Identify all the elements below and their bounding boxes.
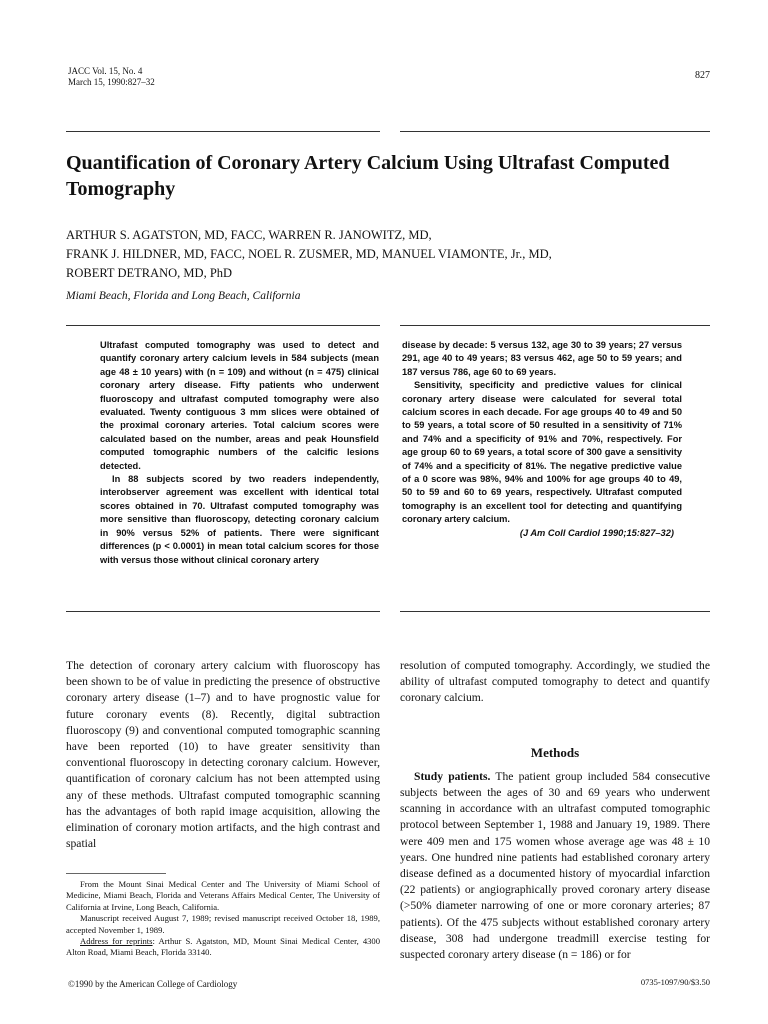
reprints-label: Address for reprints (80, 936, 153, 947)
footnote-rule (66, 873, 166, 874)
body-left-column (66, 658, 380, 852)
body-right-column (400, 658, 710, 963)
abstract-paragraph: Ultrafast computed tomography was used to detect and quantify coronary artery calcium levels in 584 subjects (mean age 48 ± 10 years) with (n = 109) and without (n = 475) clinical coronary artery disease. Fifty patients who underwent fluoroscopy and ultrafast computed tomography were also evaluated. Twenty contiguous 3 mm slices were obtained of the proximal coronary arteries. Total calcium scores were calculated based on the number, areas and peak Hounsfield computed tomographic numbers of the calcific lesions detected. (100, 340, 379, 471)
journal-citation (68, 66, 155, 88)
footnote-manuscript: Manuscript received August 7, 1989; revised manuscript received October 18, 1989, accepted November 1, 1989. (66, 913, 380, 935)
reprints-text: : Arthur S. Agatston, MD, Mount Sinai Medical Center, 4300 Alton Road, Miami Beach, Florida 33140. (66, 936, 381, 958)
abstract-rule-top-left (66, 325, 380, 326)
author-list (66, 226, 716, 283)
abstract-paragraph: Sensitivity, specificity and predictive values for clinical coronary artery disease were calculated for several total calcium scores in each decade. For age groups 40 to 49 and 50 to 59 years, a total score of 50 resulted in a sensitivity of 71% and 74% and a specificity of 91% and 70%, respectively. For age group 60 to 69 years, a total score of 300 gave a sensitivity of 74% and a specificity of 81%. The negative predictive value of a 0 score was 98%, 94% and 100% for age groups 40 to 49, 50 to 59 and 60 to 69 years, respectively. Ultrafast computed tomography is an excellent tool for detecting and quantifying coronary artery calcium. (402, 380, 682, 525)
header-rule-left (66, 131, 380, 132)
header-rule-right (400, 131, 710, 132)
abstract-left-column (100, 339, 379, 567)
methods-heading: Methods (530, 744, 580, 760)
study-patients-text: The patient group included 584 consecutive subjects between the ages of 30 and 69 years who underwent scanning in accordance with an ultrafast computed tomographic protocol between September 1, 1988 and January 19, 1989. There were 409 men and 175 women whose average age was 48 ± 10 years. One hundred nine patients had established coronary artery disease defined as a documented history of myocardial infarction (22 patients) or angiographically proved coronary artery disease (>50% diameter narrowing of one or more coronary arteries; 87 patients). Of the 475 subjects without established coronary artery disease, 308 had undergone treadmill exercise testing for suspected coronary artery disease (n = 186) or for (400, 769, 710, 962)
author-line: ROBERT DETRANO, MD, PhD (66, 266, 233, 280)
study-patients-paragraph (400, 769, 710, 963)
abstract-rule-bottom-right (400, 611, 710, 612)
abstract-rule-top-right (400, 325, 710, 326)
abstract-right-column (402, 339, 682, 540)
footnote-affiliation: From the Mount Sinai Medical Center and The University of Miami School of Medicine, Miami Beach, Florida and Veterans Affairs Medical Center, The University of California at Irvine, Long Beach, California. (66, 879, 380, 912)
copyright-notice: ©1990 by the American College of Cardiology (68, 979, 238, 989)
journal-volume: JACC Vol. 15, No. 4 (68, 66, 143, 76)
footnote-reprints (66, 936, 380, 959)
affiliation: Miami Beach, Florida and Long Beach, California (66, 290, 301, 302)
article-title: Quantification of Coronary Artery Calcium Using Ultrafast Computed Tomography (66, 152, 670, 200)
intro-continued: resolution of computed tomography. Accordingly, we studied the ability of ultrafast computed tomography to detect and quantify coronary calcium. (400, 659, 710, 705)
study-patients-heading: Study patients. (414, 769, 491, 783)
abstract-paragraph: In 88 subjects scored by two readers independently, interobserver agreement was excellent with identical total scores obtained in 70. Ultrafast computed tomography was more sensitive than fluoroscopy, detecting coronary calcium in 90% versus 52% of patients. There were significant differences (p < 0.0001) in mean total calcium scores for those with versus those without clinical coronary artery (100, 474, 379, 565)
issn-code: 0735-1097/90/$3.50 (640, 977, 710, 987)
abstract-rule-bottom-left (66, 611, 380, 612)
author-line: ARTHUR S. AGATSTON, MD, FACC, WARREN R. JANOWITZ, MD, (66, 228, 432, 242)
intro-paragraph: The detection of coronary artery calcium with fluoroscopy has been shown to be of value in predicting the presence of obstructive coronary artery disease (1–7) and to have prognostic value for future coronary events (8). Recently, digital subtraction fluoroscopy (9) and conventional computed tomographic scanning have been reported (10) to have greater sensitivity than conventional fluoroscopy in detecting coronary calcium. However, quantification of coronary calcium has not been attempted using any of these methods. Ultrafast computed tomographic scanning has the advantages of both rapid image acquisition, allowing the elimination of coronary motion artifacts, and the high contrast and spatial (66, 659, 380, 851)
footnote (66, 879, 380, 959)
page-number: 827 (695, 70, 710, 81)
journal-date: March 15, 1990:827–32 (68, 77, 155, 87)
abstract-paragraph: disease by decade: 5 versus 132, age 30 to 39 years; 27 versus 291, age 40 to 49 years; 83 versus 462, age 50 to 59 years; and 187 versus 786, age 60 to 69 years. (402, 340, 682, 377)
author-line: FRANK J. HILDNER, MD, FACC, NOEL R. ZUSMER, MD, MANUEL VIAMONTE, Jr., MD, (66, 247, 552, 261)
journal-citation-ref: (J Am Coll Cardiol 1990;15:827–32) (519, 527, 674, 538)
